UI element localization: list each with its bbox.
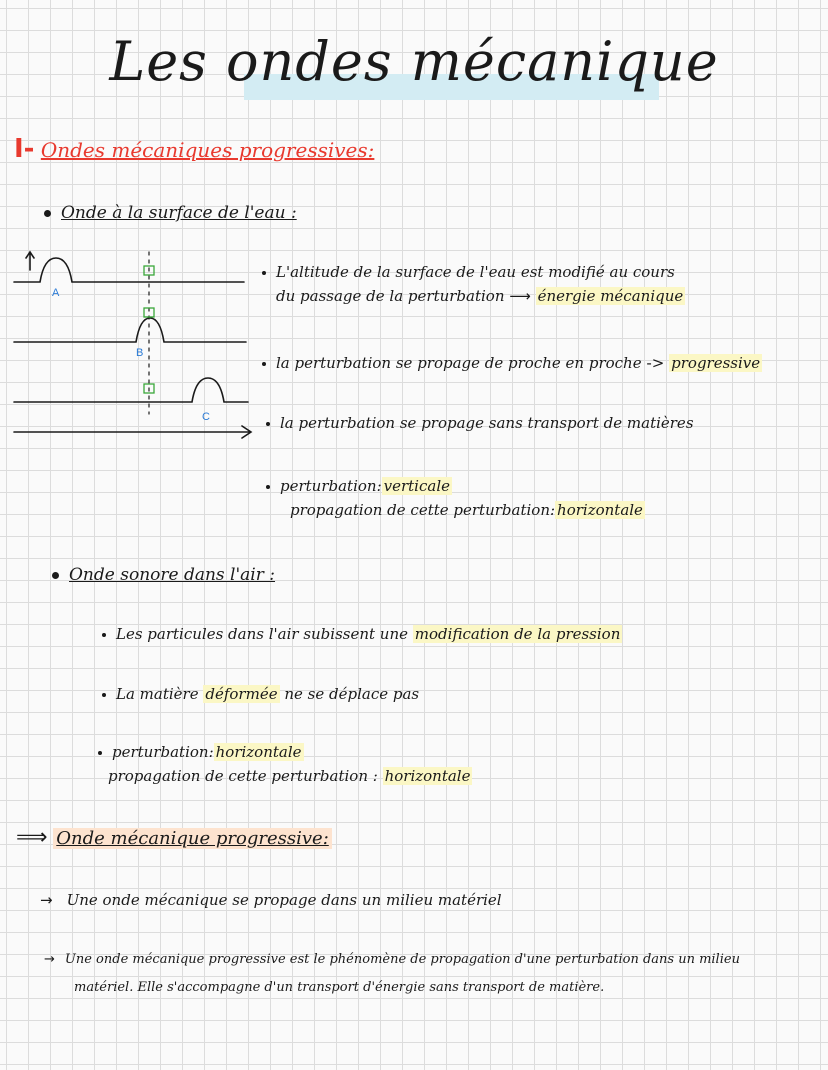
section-title: Ondes mécaniques progressives: <box>40 138 375 162</box>
conclusion-heading: ⟹ Onde mécanique progressive: <box>16 824 332 853</box>
arrow-icon: → <box>44 952 55 967</box>
up-arrow-icon <box>26 252 34 270</box>
label-a: A <box>52 287 60 299</box>
page-title: Les ondes mécanique <box>109 30 719 93</box>
dot-icon <box>98 751 102 755</box>
wave-diagram <box>12 246 262 441</box>
conclusion-item-1: → Une onde mécanique se propage dans un milieu matériel <box>40 891 502 909</box>
water-point-3: la perturbation se propage sans transport de matières <box>266 411 694 435</box>
arrow-icon: -> <box>646 354 665 372</box>
bullet-icon <box>44 210 51 217</box>
dot-icon <box>266 422 270 426</box>
water-point-1: L'altitude de la surface de l'eau est modifié au cours du passage de la perturbation ⟶ énergie mécanique <box>262 260 685 308</box>
section-number: I- <box>14 134 35 164</box>
conclusion-item-2: → Une onde mécanique progressive est le phénomène de propagation d'une perturbation dans un milieu matériel. Elle s'accompagne d'un transport d'énergie sans transport de matière. <box>44 952 740 995</box>
bullet-icon <box>52 572 59 579</box>
sound-point-1: Les particules dans l'air subissent une modification de la pression <box>102 622 622 646</box>
section-heading <box>14 134 374 165</box>
sound-point-2: La matière déformée ne se déplace pas <box>102 682 419 706</box>
axis-arrow-icon <box>14 426 251 438</box>
dot-icon <box>262 362 266 366</box>
label-c: C <box>202 411 210 423</box>
wave-line-c <box>14 378 248 402</box>
water-wave-heading: Onde à la surface de l'eau : <box>44 200 297 226</box>
sound-point-3: perturbation: horizontale propagation de cette perturbation : horizontale <box>98 740 472 788</box>
label-b: B <box>136 347 144 359</box>
water-point-4: perturbation: verticale propagation de cette perturbation: horizontale <box>266 474 645 522</box>
arrow-icon: ⟶ <box>509 287 531 305</box>
water-point-2: la perturbation se propage de proche en proche -> progressive <box>262 351 762 375</box>
dot-icon <box>262 271 266 275</box>
dot-icon <box>102 693 106 697</box>
sound-wave-heading: Onde sonore dans l'air : <box>52 562 275 588</box>
double-arrow-icon: ⟹ <box>16 825 48 850</box>
arrow-icon: → <box>40 891 53 909</box>
wave-line-b <box>14 318 246 342</box>
dot-icon <box>102 633 106 637</box>
wave-line-a <box>14 258 244 282</box>
dot-icon <box>266 485 270 489</box>
